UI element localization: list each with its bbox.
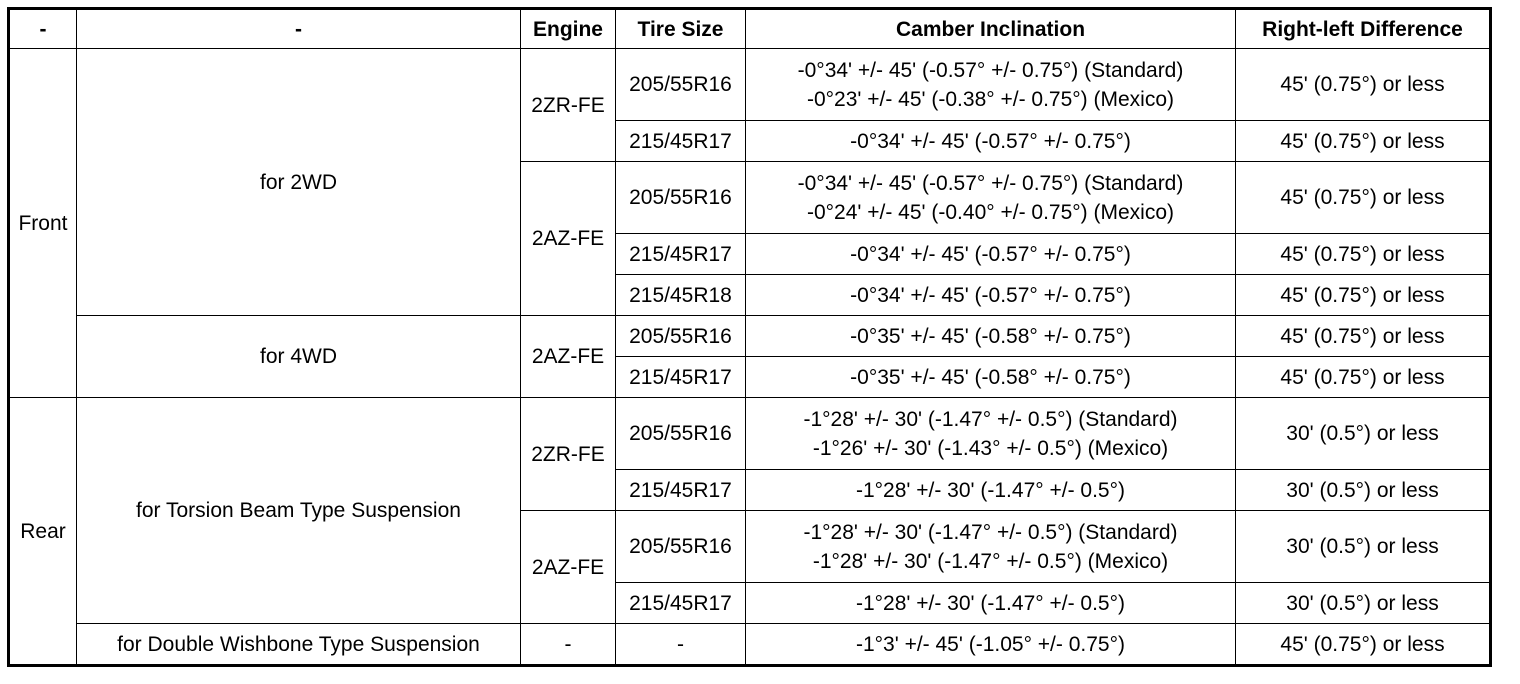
difference-cell: 30' (0.5°) or less xyxy=(1236,511,1491,583)
tire-size-cell: 215/45R17 xyxy=(616,357,746,398)
camber-standard: -1°28' +/- 30' (-1.47° +/- 0.5°) (Standard) xyxy=(803,520,1178,544)
camber-standard: -0°34' +/- 45' (-0.57° +/- 0.75°) (Standard) xyxy=(797,171,1184,195)
difference-cell: 30' (0.5°) or less xyxy=(1236,398,1491,470)
table-row xyxy=(9,316,1491,357)
tire-size-cell: 215/45R18 xyxy=(616,275,746,316)
camber-cell xyxy=(746,162,1236,234)
camber-spec-table xyxy=(7,7,1492,667)
camber-cell xyxy=(746,398,1236,470)
position-cell: Rear xyxy=(9,398,77,666)
camber-cell: -0°35' +/- 45' (-0.58° +/- 0.75°) xyxy=(746,357,1236,398)
table-row xyxy=(9,624,1491,666)
engine-cell: 2AZ-FE xyxy=(521,511,616,624)
camber-cell xyxy=(746,49,1236,121)
difference-cell: 30' (0.5°) or less xyxy=(1236,470,1491,511)
tire-size-cell: 215/45R17 xyxy=(616,234,746,275)
position-cell: Front xyxy=(9,49,77,398)
tire-size-cell: 215/45R17 xyxy=(616,121,746,162)
tire-size-cell: 205/55R16 xyxy=(616,316,746,357)
tire-size-cell: 205/55R16 xyxy=(616,511,746,583)
tire-size-cell: 215/45R17 xyxy=(616,583,746,624)
engine-cell: 2AZ-FE xyxy=(521,316,616,398)
difference-cell: 30' (0.5°) or less xyxy=(1236,583,1491,624)
difference-cell: 45' (0.75°) or less xyxy=(1236,162,1491,234)
camber-cell: -0°34' +/- 45' (-0.57° +/- 0.75°) xyxy=(746,234,1236,275)
camber-mexico: -0°24' +/- 45' (-0.40° +/- 0.75°) (Mexico) xyxy=(806,200,1175,224)
difference-cell: 45' (0.75°) or less xyxy=(1236,357,1491,398)
engine-cell: 2AZ-FE xyxy=(521,162,616,316)
header-right-left-difference: Right-left Difference xyxy=(1236,9,1491,49)
header-engine: Engine xyxy=(521,9,616,49)
camber-cell: -1°3' +/- 45' (-1.05° +/- 0.75°) xyxy=(746,624,1236,666)
camber-mexico: -0°23' +/- 45' (-0.38° +/- 0.75°) (Mexico) xyxy=(806,87,1175,111)
camber-cell: -0°34' +/- 45' (-0.57° +/- 0.75°) xyxy=(746,121,1236,162)
engine-cell: 2ZR-FE xyxy=(521,49,616,162)
header-type: - xyxy=(77,9,521,49)
suspension-type-cell: for Torsion Beam Type Suspension xyxy=(77,398,521,624)
header-camber-inclination: Camber Inclination xyxy=(746,9,1236,49)
difference-cell: 45' (0.75°) or less xyxy=(1236,275,1491,316)
camber-standard: -0°34' +/- 45' (-0.57° +/- 0.75°) (Standard) xyxy=(797,58,1184,82)
engine-cell: - xyxy=(521,624,616,666)
difference-cell: 45' (0.75°) or less xyxy=(1236,624,1491,666)
difference-cell: 45' (0.75°) or less xyxy=(1236,316,1491,357)
engine-cell: 2ZR-FE xyxy=(521,398,616,511)
difference-cell: 45' (0.75°) or less xyxy=(1236,234,1491,275)
table-row xyxy=(9,49,1491,121)
suspension-type-cell: for Double Wishbone Type Suspension xyxy=(77,624,521,666)
camber-standard: -1°28' +/- 30' (-1.47° +/- 0.5°) (Standard) xyxy=(803,407,1178,431)
difference-cell: 45' (0.75°) or less xyxy=(1236,49,1491,121)
tire-size-cell: 205/55R16 xyxy=(616,162,746,234)
header-row xyxy=(9,9,1491,49)
camber-mexico: -1°28' +/- 30' (-1.47° +/- 0.5°) (Mexico) xyxy=(812,549,1169,573)
difference-cell: 45' (0.75°) or less xyxy=(1236,121,1491,162)
camber-mexico: -1°26' +/- 30' (-1.43° +/- 0.5°) (Mexico) xyxy=(812,436,1169,460)
table-row xyxy=(9,398,1491,470)
camber-cell: -1°28' +/- 30' (-1.47° +/- 0.5°) xyxy=(746,583,1236,624)
camber-cell: -0°34' +/- 45' (-0.57° +/- 0.75°) xyxy=(746,275,1236,316)
camber-cell xyxy=(746,511,1236,583)
tire-size-cell: - xyxy=(616,624,746,666)
camber-cell: -0°35' +/- 45' (-0.58° +/- 0.75°) xyxy=(746,316,1236,357)
header-tire-size: Tire Size xyxy=(616,9,746,49)
tire-size-cell: 205/55R16 xyxy=(616,398,746,470)
drive-type-cell: for 2WD xyxy=(77,49,521,316)
tire-size-cell: 215/45R17 xyxy=(616,470,746,511)
drive-type-cell: for 4WD xyxy=(77,316,521,398)
camber-cell: -1°28' +/- 30' (-1.47° +/- 0.5°) xyxy=(746,470,1236,511)
tire-size-cell: 205/55R16 xyxy=(616,49,746,121)
header-position: - xyxy=(9,9,77,49)
